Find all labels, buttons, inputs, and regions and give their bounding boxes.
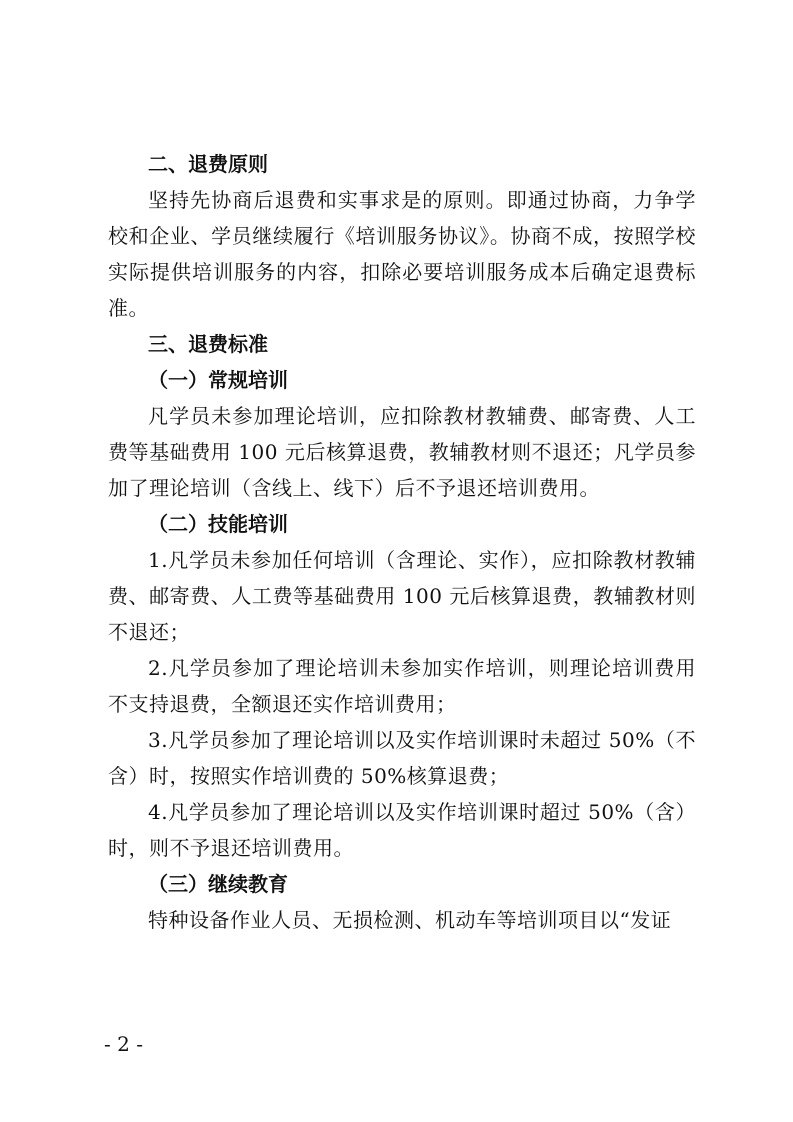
paragraph-skills-item-3: 3.凡学员参加了理论培训以及实作培训课时未超过 50%（不含）时，按照实作培训费的 50%核算退费； xyxy=(108,728,696,788)
subheading-skills-training: （二）技能培训 xyxy=(148,512,288,536)
page-number: - 2 - xyxy=(104,1032,143,1056)
paragraph-refund-principle: 坚持先协商后退费和实事求是的原则。即通过协商，力争学校和企业、学员继续履行《培训服务协议》。协商不成，按照学校实际提供培训服务的内容，扣除必要培训服务成本后确定退费标准。 xyxy=(108,188,696,320)
subheading-regular-training: （一）常规培训 xyxy=(148,368,288,392)
subheading-continuing-education: （三）继续教育 xyxy=(148,872,288,896)
section-heading-refund-principle: 二、退费原则 xyxy=(148,152,268,176)
paragraph-continuing-education: 特种设备作业人员、无损检测、机动车等培训项目以“发证 xyxy=(148,908,672,932)
paragraph-skills-item-4: 4.凡学员参加了理论培训以及实作培训课时超过 50%（含）时，则不予退还培训费用。 xyxy=(108,800,696,860)
document-body xyxy=(108,146,696,938)
section-heading-refund-standard: 三、退费标准 xyxy=(148,332,268,356)
paragraph-regular-training: 凡学员未参加理论培训，应扣除教材教辅费、邮寄费、人工费等基础费用 100 元后核算退费，教辅教材则不退还；凡学员参加了理论培训（含线上、线下）后不予退还培训费用。 xyxy=(108,404,696,500)
paragraph-skills-item-2: 2.凡学员参加了理论培训未参加实作培训，则理论培训费用不支持退费，全额退还实作培训费用； xyxy=(108,656,696,716)
paragraph-skills-item-1: 1.凡学员未参加任何培训（含理论、实作），应扣除教材教辅费、邮寄费、人工费等基础费用 100 元后核算退费，教辅教材则不退还； xyxy=(108,548,696,644)
